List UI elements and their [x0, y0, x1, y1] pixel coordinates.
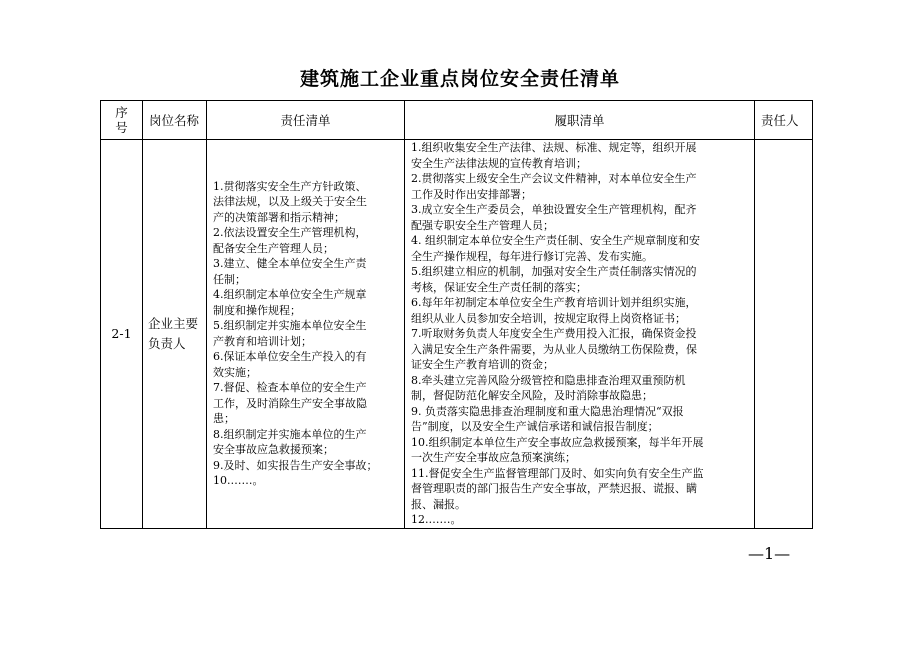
- responsibility-line: 制度和操作规程；: [213, 303, 301, 317]
- responsibility-line: 10.……。: [213, 474, 264, 488]
- table-header-row: [101, 101, 813, 140]
- row-duty: [405, 140, 755, 529]
- responsibility-line: 患；: [213, 412, 235, 426]
- responsibility-line: 工作，及时消除生产安全事故隐: [213, 396, 367, 410]
- document-title: 建筑施工企业重点岗位安全责任清单: [299, 68, 620, 90]
- page-number: —1—: [748, 544, 791, 563]
- duty-line: 3.成立安全生产委员会，单独设置安全生产管理机构，配齐: [411, 203, 697, 216]
- duty-line: 2.贯彻落实上级安全生产会议文件精神，对本单位安全生产: [411, 172, 697, 185]
- duty-line: 制，督促防范化解安全风险，及时消除事故隐患；: [411, 389, 653, 402]
- responsibility-line: 3.建立、健全本单位安全生产责: [213, 257, 367, 271]
- responsibility-line: 产的决策部署和指示精神；: [213, 210, 345, 224]
- header-person: 责任人: [755, 101, 813, 140]
- duty-line: 督管理职责的部门报告生产安全事故，严禁迟报、谎报、瞒: [411, 482, 697, 495]
- header-duty: 履职清单: [405, 101, 755, 140]
- header-responsibility: 责任清单: [207, 101, 405, 140]
- responsibility-line: 7.督促、检查本单位的安全生产: [213, 381, 367, 395]
- duty-line: 安全生产法律法规的宣传教育培训；: [411, 156, 587, 170]
- duty-line: 4. 组织制定本单位安全生产责任制、安全生产规章制度和安: [411, 234, 700, 247]
- duty-line: 8.牵头建立完善风险分级管控和隐患排查治理双重预防机: [411, 373, 686, 387]
- duty-line: 工作及时作出安排部署；: [411, 187, 532, 201]
- duty-line: 6.每年年初制定本单位安全生产教育培训计划并组织实施，: [411, 296, 697, 309]
- duty-line: 1.组织收集安全生产法律、法规、标准、规定等，组织开展: [411, 141, 697, 154]
- responsibility-line: 2.依法设置安全生产管理机构，: [213, 226, 367, 240]
- duty-line: 5.组织建立相应的机制，加强对安全生产责任制落实情况的: [411, 265, 697, 278]
- row-responsibility: [207, 140, 405, 529]
- row-person: [755, 140, 813, 529]
- duty-line: 考核，保证安全生产责任制的落实；: [411, 280, 587, 294]
- responsibility-line: 效实施；: [213, 365, 257, 379]
- duty-line: 一次生产安全事故应急预案演练；: [411, 451, 576, 464]
- duty-line: 配强专职安全生产管理人员；: [411, 218, 554, 232]
- row-post: 企业主要 负责人: [143, 140, 207, 529]
- table-row: [101, 140, 813, 529]
- responsibility-line: 5.组织制定并实施本单位安全生: [213, 319, 367, 333]
- responsibility-line: 法律法规，以及上级关于安全生: [213, 195, 367, 209]
- responsibility-table: [100, 100, 813, 529]
- responsibility-line: 任制；: [213, 272, 246, 286]
- duty-line: 组织从业人员参加安全培训，按规定取得上岗资格证书；: [411, 311, 686, 325]
- duty-line: 7.听取财务负责人年度安全生产费用投入汇报，确保资金投: [411, 327, 697, 340]
- duty-line: 告”制度，以及安全生产诚信承诺和诚信报告制度；: [411, 420, 659, 433]
- duty-line: 12.……。: [411, 513, 462, 526]
- duty-line: 报、漏报。: [411, 497, 466, 511]
- duty-line: 9. 负责落实隐患排查治理制度和重大隐患治理情况“双报: [411, 404, 684, 418]
- responsibility-line: 6.保证本单位安全生产投入的有: [213, 350, 367, 364]
- header-seq: 序 号: [101, 101, 143, 140]
- responsibility-line: 9.及时、如实报告生产安全事故；: [213, 458, 378, 472]
- duty-line: 证安全生产教育培训的资金；: [411, 358, 554, 371]
- duty-line: 10.组织制定本单位生产安全事故应急救援预案，每半年开展: [411, 435, 704, 449]
- responsibility-line: 产教育和培训计划；: [213, 334, 312, 348]
- responsibility-line: 安全事故应急救援预案；: [213, 443, 334, 457]
- duty-line: 入满足安全生产条件需要，为从业人员缴纳工伤保险费，保: [411, 342, 697, 356]
- duty-line: 11.督促安全生产监督管理部门及时、如实向负有安全生产监: [411, 466, 704, 480]
- responsibility-line: 1.贯彻落实安全生产方针政策、: [213, 179, 367, 193]
- header-post-name: 岗位名称: [143, 101, 207, 140]
- responsibility-line: 8.组织制定并实施本单位的生产: [213, 427, 367, 441]
- responsibility-line: 配备安全生产管理人员；: [213, 241, 334, 255]
- duty-line: 全生产操作规程，每年进行修订完善、发布实施。: [411, 249, 653, 263]
- row-seq: 2-1: [101, 140, 143, 529]
- responsibility-line: 4.组织制定本单位安全生产规章: [213, 288, 367, 302]
